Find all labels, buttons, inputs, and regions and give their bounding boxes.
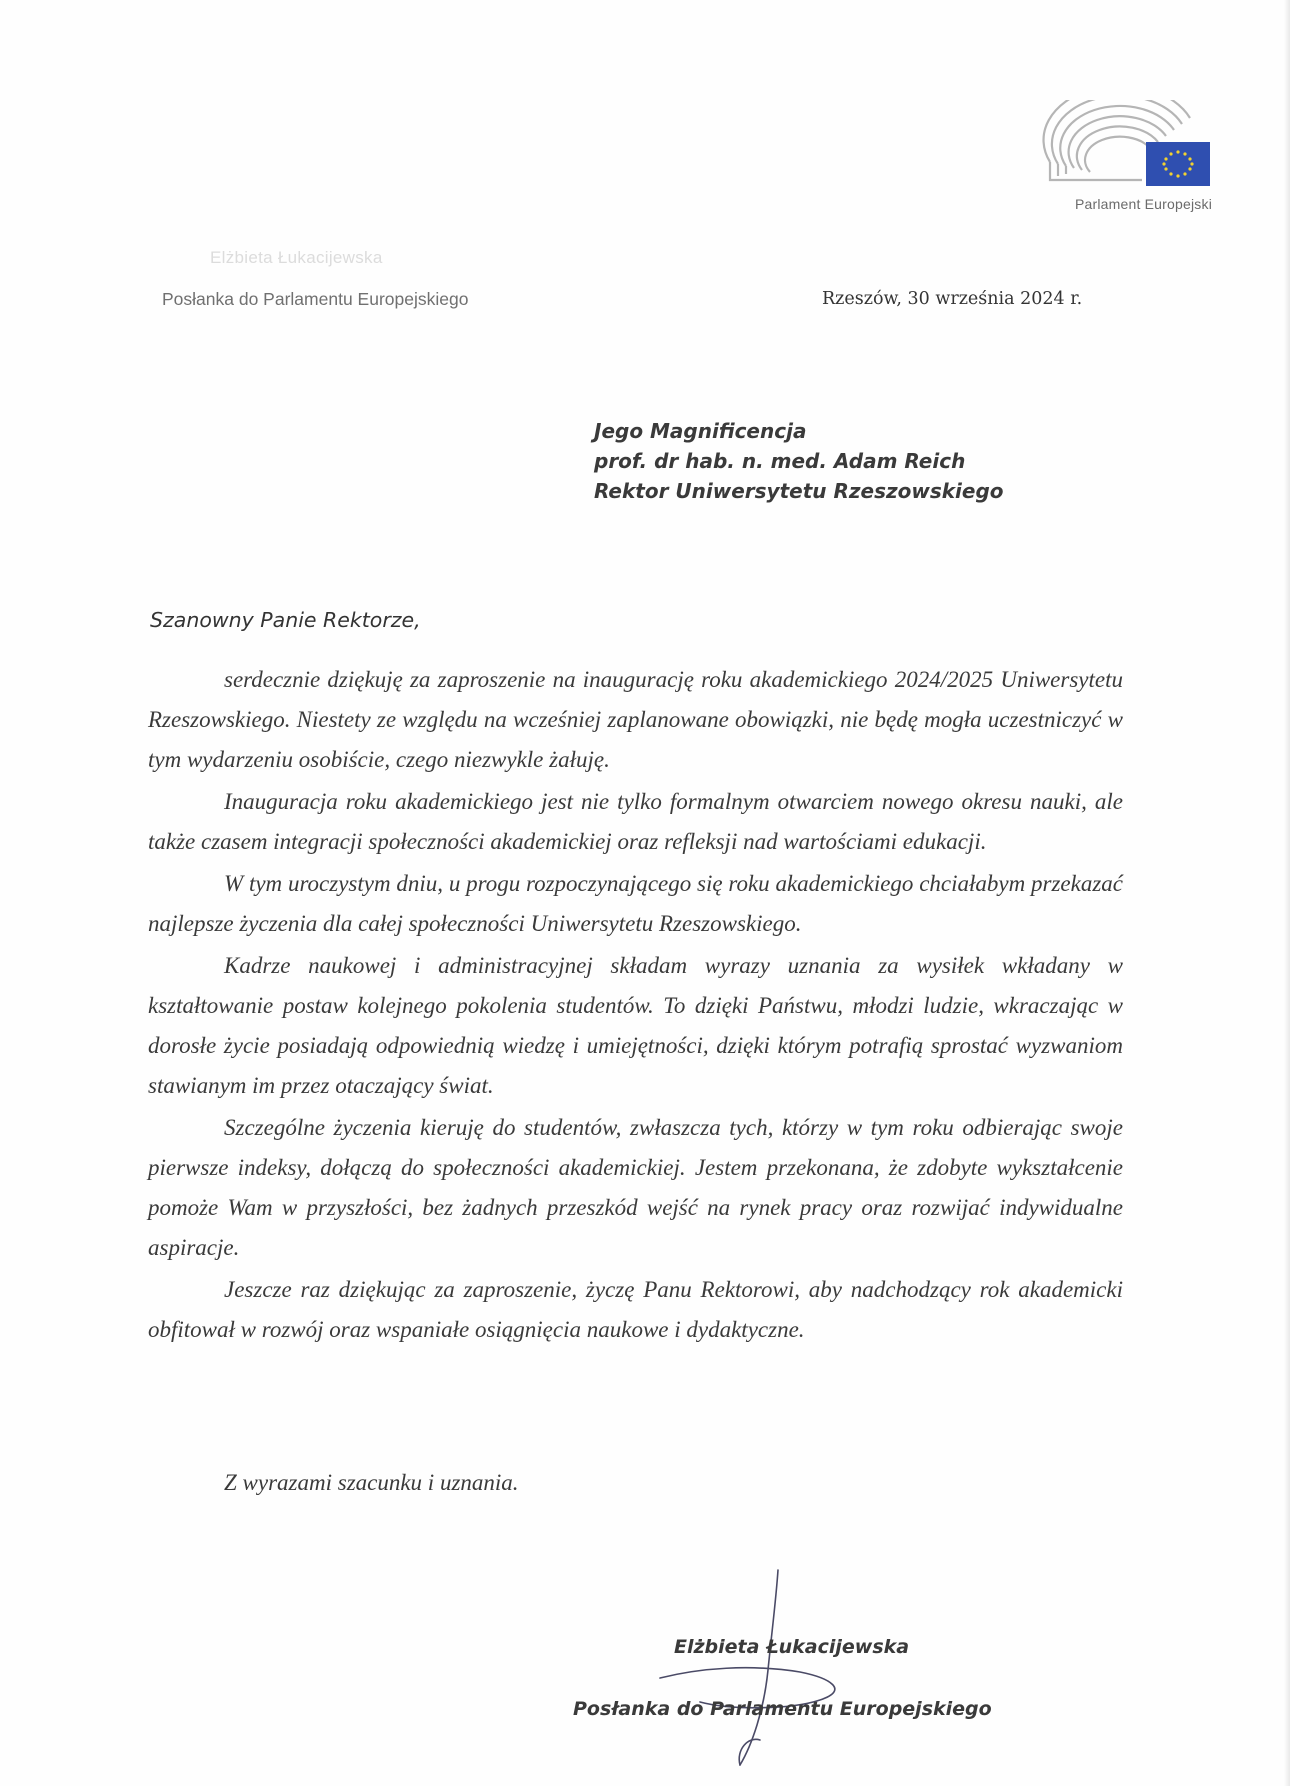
addressee-line: Rektor Uniwersytetu Rzeszowskiego — [594, 479, 1004, 503]
closing-line: Z wyrazami szacunku i uznania. — [224, 1470, 519, 1495]
signatory-title: Posłanka do Parlamentu Europejskiego — [573, 1698, 992, 1720]
eu-flag-icon — [1146, 142, 1210, 186]
sender-name: Elżbieta Łukacijewska — [210, 248, 383, 267]
place-date: Rzeszów, 30 września 2024 r. — [822, 289, 1083, 309]
sender-title: Posłanka do Parlamentu Europejskiego — [162, 289, 469, 309]
body-paragraph: Kadrze naukowej i administracyjnej składam wyrazy uznania za wysiłek wkładany w kształtowanie postaw kolejnego pokolenia studentów. To dzięki Państwu, młodzi ludzie, wkraczając w dorosłe życie posiadają odpowiednią wiedzę i umiejętności, dzięki którym potrafią sprostać wyzwaniom stawianym im przez otaczający świat. — [148, 953, 1123, 1098]
addressee-line: Jego Magnificencja — [594, 419, 807, 443]
body-paragraph: Inauguracja roku akademickiego jest nie tylko formalnym otwarciem nowego okresu nauki, ale także czasem integracji społeczności akademickiej oraz refleksji nad wartościami edukacji. — [148, 789, 1123, 854]
body-paragraph: Jeszcze raz dziękując za zaproszenie, życzę Panu Rektorowi, aby nadchodzący rok akademicki obfitował w rozwój oraz wspaniałe osiągnięcia naukowe i dydaktyczne. — [148, 1277, 1123, 1342]
page-edge-shadow — [1284, 0, 1290, 1786]
body-paragraph: W tym uroczystym dniu, u progu rozpoczynającego się roku akademickiego chciałabym przekazać najlepsze życzenia dla całej społeczności Uniwersytetu Rzeszowskiego. — [148, 871, 1123, 936]
addressee-line: prof. dr hab. n. med. Adam Reich — [594, 449, 966, 473]
addressee-block — [594, 416, 1004, 506]
letter-body — [148, 660, 1123, 1352]
body-paragraph: serdecznie dziękuję za zaproszenie na inaugurację roku akademickiego 2024/2025 Uniwersytetu Rzeszowskiego. Niestety ze względu na wcześniej zaplanowane obowiązki, nie będę mogła uczestniczyć w tym wydarzeniu osobiście, czego niezwykle żałuję. — [148, 667, 1123, 772]
body-paragraph: Szczególne życzenia kieruję do studentów, zwłaszcza tych, którzy w tym roku odbierając swoje pierwsze indeksy, dołączą do społeczności akademickiej. Jestem przekonana, że zdobyte wykształcenie pomoże Wam w przyszłości, bez żadnych przeszkód wejść na rynek pracy oraz rozwijać indywidualne aspiracje. — [148, 1115, 1123, 1260]
salutation: Szanowny Panie Rektorze, — [150, 608, 421, 632]
signatory-name: Elżbieta Łukacijewska — [674, 1636, 910, 1658]
institution-label: Parlament Europejski — [1074, 196, 1212, 212]
handwritten-signature — [640, 1560, 900, 1780]
european-parliament-logo — [1042, 100, 1212, 190]
